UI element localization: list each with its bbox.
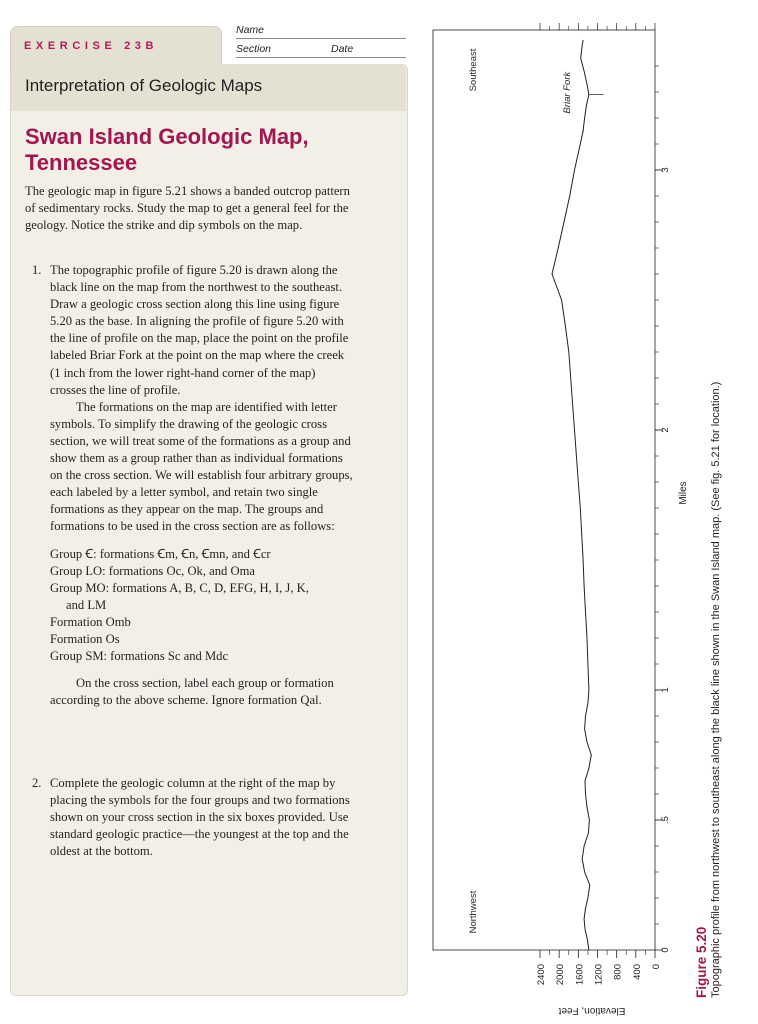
section-label: Section <box>236 43 272 55</box>
elevation-axis-title: Elevation, Feet <box>558 1005 626 1016</box>
item1-paragraph-1: The topographic profile of figure 5.20 is drawn along the black line on the map from the northwest to the southeast. Draw a geologic cross section along this line using figure 5.20 as the base. In aligning the profile of figure 5.20 with the line of profile on the map, place the point on the profile labeled Briar Fork at the point on the map where the creek (1 inch from the lower right-hand corner of the map) crosses the line of profile. <box>50 263 349 397</box>
intro-paragraph: The geologic map in figure 5.21 shows a banded outcrop pattern of sedimentary rocks. Study the map to get a general feel for the geology. Notice the strike and dip symbols on the map. <box>25 184 350 233</box>
name-line[interactable] <box>236 38 406 39</box>
northwest-label: Northwest <box>468 890 479 934</box>
elevation-tick-label: 400 <box>631 964 643 980</box>
name-label: Name <box>236 24 265 36</box>
miles-axis-title: Miles <box>678 481 689 505</box>
item1-paragraph-3: On the cross section, label each group or formation according to the above scheme. Ignore formation Qal. <box>50 676 334 708</box>
exercise-title: Swan Island Geologic Map, Tennessee <box>25 124 309 175</box>
group-line: Group MO: formations A, B, C, D, EFG, H, I, J, K, <box>50 580 309 595</box>
group-line: Group Ꞓ: formations Ꞓm, Ꞓn, Ꞓmn, and Ꞓcr <box>50 546 271 561</box>
elevation-tick-label: 2400 <box>536 964 547 986</box>
elevation-tick-label: 2000 <box>555 964 567 986</box>
figure-caption-text: Topographic profile from northwest to southeast along the black line shown in the Swan Island map. (See fig. 5.21 for location.) <box>710 381 722 998</box>
exercise-label: EXERCISE 23B <box>24 40 159 52</box>
item-number: 1. <box>32 263 42 277</box>
miles-tick-label: 1 <box>660 687 671 693</box>
group-list <box>50 546 354 666</box>
miles-tick-label: 2 <box>660 427 671 433</box>
miles-tick-label: 0 <box>660 947 671 953</box>
figure-caption <box>694 8 744 998</box>
date-label: Date <box>331 43 354 55</box>
group-line: and LM <box>66 597 107 612</box>
item2-text: Complete the geologic column at the right of the map by placing the symbols for the four groups and two formations shown on your cross section in the six boxes provided. Use standard geologic practice—the youngest at the top and the oldest at the bottom. <box>50 776 350 859</box>
elevation-tick-label: 800 <box>612 964 624 980</box>
group-line: Formation Omb <box>50 614 131 629</box>
elevation-tick-label: 1200 <box>593 964 605 986</box>
miles-tick-label: 3 <box>660 167 671 173</box>
southeast-label: Southeast <box>468 48 479 92</box>
item-number: 2. <box>32 776 42 790</box>
instruction-item-1 <box>24 262 354 709</box>
elevation-tick-label: 1600 <box>574 964 586 986</box>
band-title: Interpretation of Geologic Maps <box>25 76 263 95</box>
miles-tick-label: .5 <box>660 816 671 824</box>
profile-line <box>552 40 591 950</box>
group-line: Group LO: formations Oc, Ok, and Oma <box>50 563 255 578</box>
group-line: Group SM: formations Sc and Mdc <box>50 649 229 664</box>
figure-label: Figure 5.20 <box>694 926 709 998</box>
instruction-item-2 <box>24 775 354 860</box>
briar-fork-label: Briar Fork <box>562 71 573 114</box>
item1-paragraph-2: The formations on the map are identified with letter symbols. To simplify the drawing of the geologic cross section, we will treat some of the formations as a group and show them as a group rather than as individual formations on the cross section. We will establish four arbitrary groups, each labeled by a letter symbol, and retain two single formations as they appear on the map. The groups and formations to be used in the cross section are as follows: <box>50 399 353 534</box>
group-line: Formation Os <box>50 631 120 646</box>
section-date-line[interactable] <box>236 57 406 58</box>
elevation-tick-label: 0 <box>651 964 662 970</box>
plot-frame <box>433 30 655 950</box>
